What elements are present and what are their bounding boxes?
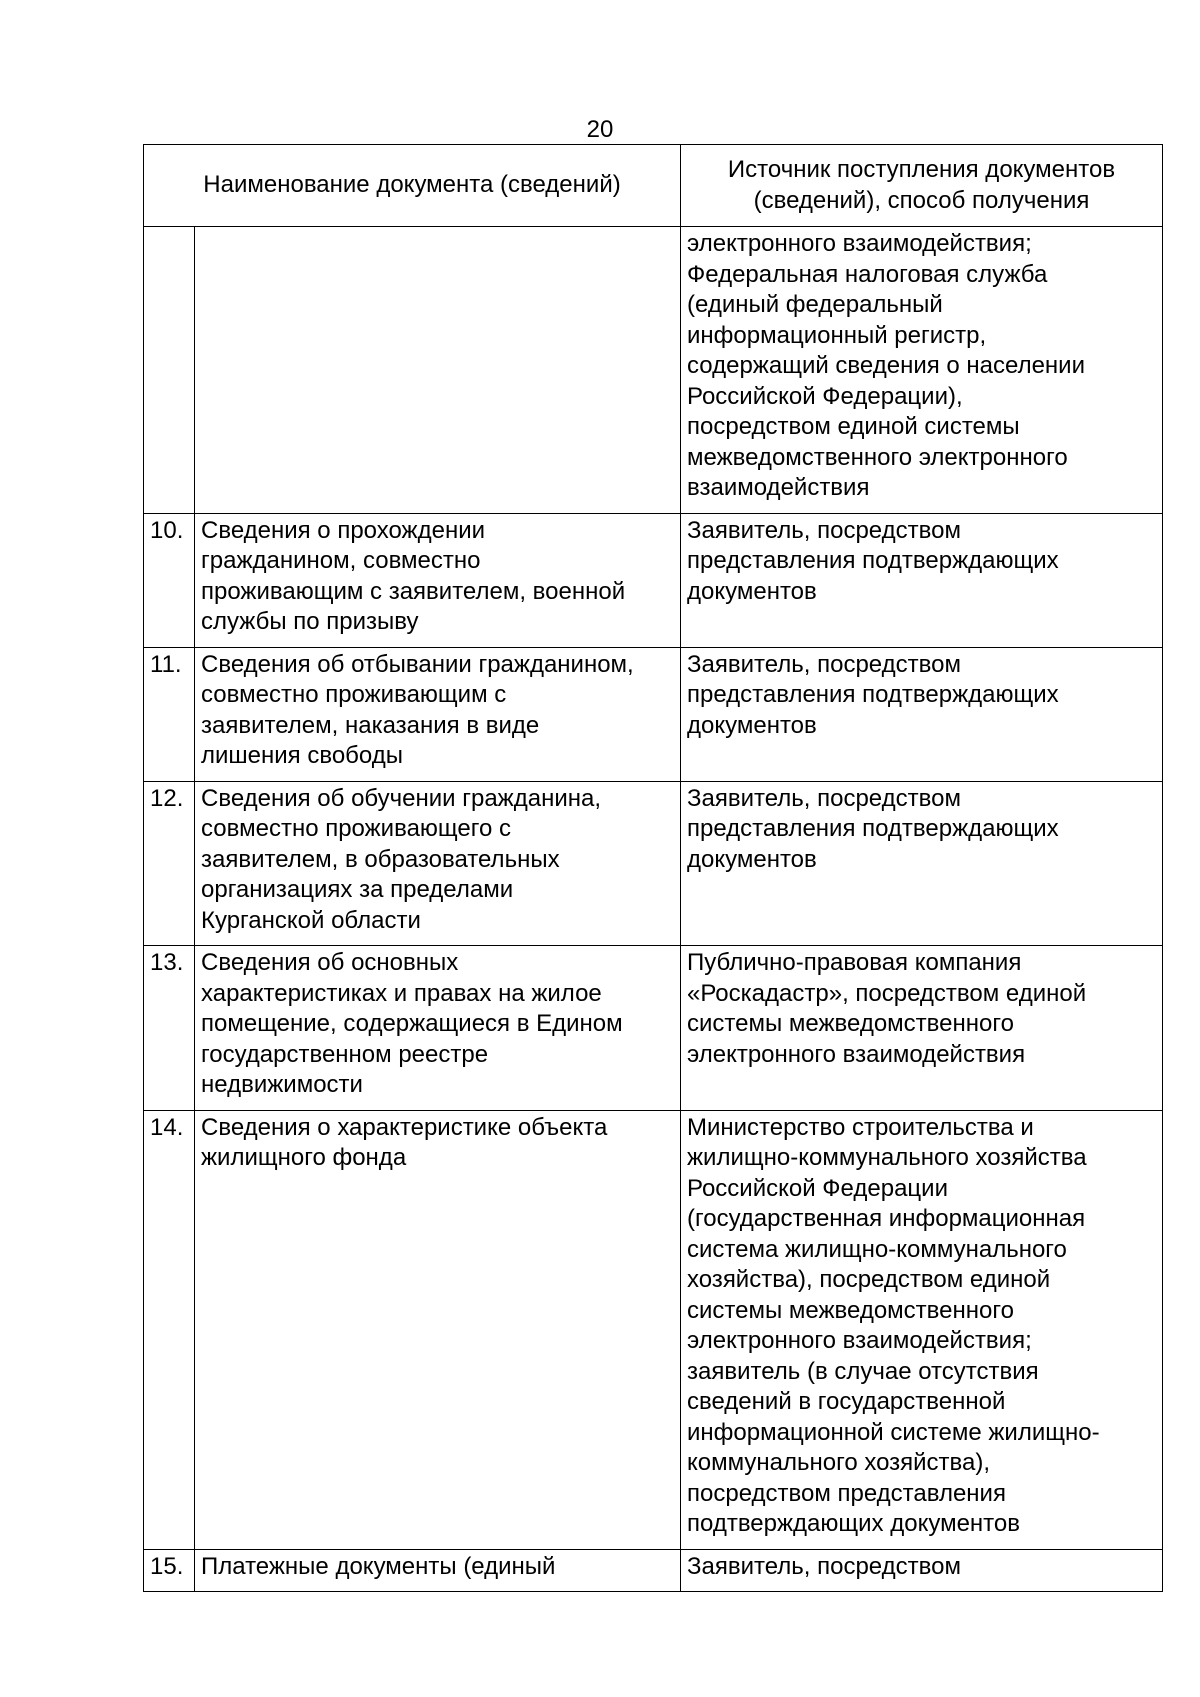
row-source-cell (681, 781, 1163, 946)
table-header-row (144, 145, 1163, 227)
cell-line: характеристиках и правах на жилое (201, 979, 602, 1007)
row-number: 15. (144, 1549, 195, 1592)
row-number: 10. (144, 513, 195, 647)
cell-line: гражданином, совместно (201, 547, 481, 574)
table-row-continuation (144, 227, 1163, 514)
documents-table (143, 144, 1163, 1592)
cell-line: Заявитель, посредством (687, 784, 961, 812)
cell-line: Платежные документы (единый (201, 1552, 556, 1580)
cell-line: «Роскадастр», посредством единой (687, 979, 1087, 1007)
table-row (144, 1110, 1163, 1549)
row-number-cell (144, 227, 195, 514)
row-name-cell (195, 946, 681, 1111)
table-row (144, 781, 1163, 946)
row-source-cell (681, 227, 1163, 514)
cell-line: содержащий сведения о населении (687, 352, 1085, 379)
cell-line: системы межведомственного (687, 1296, 1014, 1324)
table-row (144, 946, 1163, 1111)
cell-line: заявителем, в образовательных (201, 845, 560, 873)
row-source-cell (681, 946, 1163, 1111)
cell-line: электронного взаимодействия; (687, 1327, 1032, 1354)
table-row (144, 513, 1163, 647)
row-name-cell (195, 1110, 681, 1549)
table-row (144, 1549, 1163, 1592)
cell-line: помещение, содержащиеся в Едином (201, 1010, 623, 1037)
header-source-line: Источник поступления документов (727, 156, 1116, 183)
row-number: 11. (144, 647, 195, 781)
cell-line: документов (687, 711, 817, 739)
cell-line: коммунального хозяйства), (687, 1449, 991, 1476)
cell-line: службы по призыву (201, 608, 419, 635)
cell-line: Публично-правовая компания (687, 949, 1022, 976)
cell-line: Заявитель, посредством (687, 1552, 961, 1580)
row-name-cell (195, 647, 681, 781)
cell-line: Сведения о прохождении (201, 516, 486, 544)
cell-line: взаимодействия (687, 474, 870, 501)
cell-line: межведомственного электронного (687, 443, 1068, 471)
cell-line: Заявитель, посредством (687, 516, 961, 544)
cell-line: Заявитель, посредством (687, 650, 961, 678)
cell-line: проживающим с заявителем, военной (201, 577, 626, 605)
row-number: 13. (144, 946, 195, 1111)
cell-line: представления подтверждающих (687, 547, 1059, 574)
row-name-cell (195, 781, 681, 946)
cell-line: жилищно-коммунального хозяйства (687, 1144, 1087, 1171)
cell-line: организациях за пределами (201, 876, 514, 903)
cell-line: электронного взаимодействия; (687, 230, 1032, 257)
row-source-cell (681, 647, 1163, 781)
cell-line: Российской Федерации), (687, 382, 963, 410)
cell-line: посредством единой системы (687, 413, 1020, 440)
cell-line: совместно проживающим с (201, 681, 507, 708)
cell-line: Сведения об основных (201, 949, 459, 976)
header-source (681, 145, 1163, 227)
cell-line: Курганской области (201, 906, 421, 934)
cell-line: Федеральная налоговая служба (687, 260, 1048, 288)
cell-line: заявителем, наказания в виде (201, 711, 540, 739)
cell-line: государственном реестре (201, 1040, 489, 1068)
cell-line: представления подтверждающих (687, 681, 1059, 708)
cell-line: сведений в государственной (687, 1388, 1006, 1415)
cell-line: электронного взаимодействия (687, 1040, 1026, 1068)
row-name-cell (195, 227, 681, 514)
cell-line: информационной системе жилищно- (687, 1418, 1100, 1446)
row-name-cell (195, 513, 681, 647)
cell-line: документов (687, 577, 817, 605)
cell-line: Сведения об обучении гражданина, (201, 784, 602, 812)
cell-line: заявитель (в случае отсутствия (687, 1357, 1039, 1385)
cell-line: (единый федеральный (687, 291, 943, 318)
cell-line: Российской Федерации (687, 1174, 948, 1202)
row-number: 14. (144, 1110, 195, 1549)
cell-line: посредством представления (687, 1479, 1006, 1507)
header-document-name: Наименование документа (сведений) (144, 145, 681, 227)
cell-line: хозяйства), посредством единой (687, 1266, 1051, 1293)
row-name-cell (195, 1549, 681, 1592)
cell-line: лишения свободы (201, 742, 403, 769)
cell-line: совместно проживающего с (201, 815, 511, 842)
cell-line: Министерство строительства и (687, 1113, 1034, 1141)
cell-line: система жилищно-коммунального (687, 1235, 1067, 1263)
cell-line: информационный регистр, (687, 321, 987, 349)
row-source-cell (681, 1549, 1163, 1592)
table-row (144, 647, 1163, 781)
cell-line: жилищного фонда (201, 1144, 407, 1171)
cell-line: подтверждающих документов (687, 1510, 1020, 1537)
cell-line: Сведения об отбывании гражданином, (201, 650, 634, 678)
page-number: 20 (586, 116, 614, 143)
cell-line: документов (687, 845, 817, 873)
cell-line: (государственная информационная (687, 1205, 1086, 1232)
cell-line: Сведения о характеристике объекта (201, 1113, 608, 1141)
row-number: 12. (144, 781, 195, 946)
cell-line: представления подтверждающих (687, 815, 1059, 842)
row-source-cell (681, 513, 1163, 647)
cell-line: недвижимости (201, 1071, 363, 1098)
cell-line: системы межведомственного (687, 1010, 1014, 1037)
row-source-cell (681, 1110, 1163, 1549)
header-source-line: (сведений), способ получения (753, 186, 1090, 214)
